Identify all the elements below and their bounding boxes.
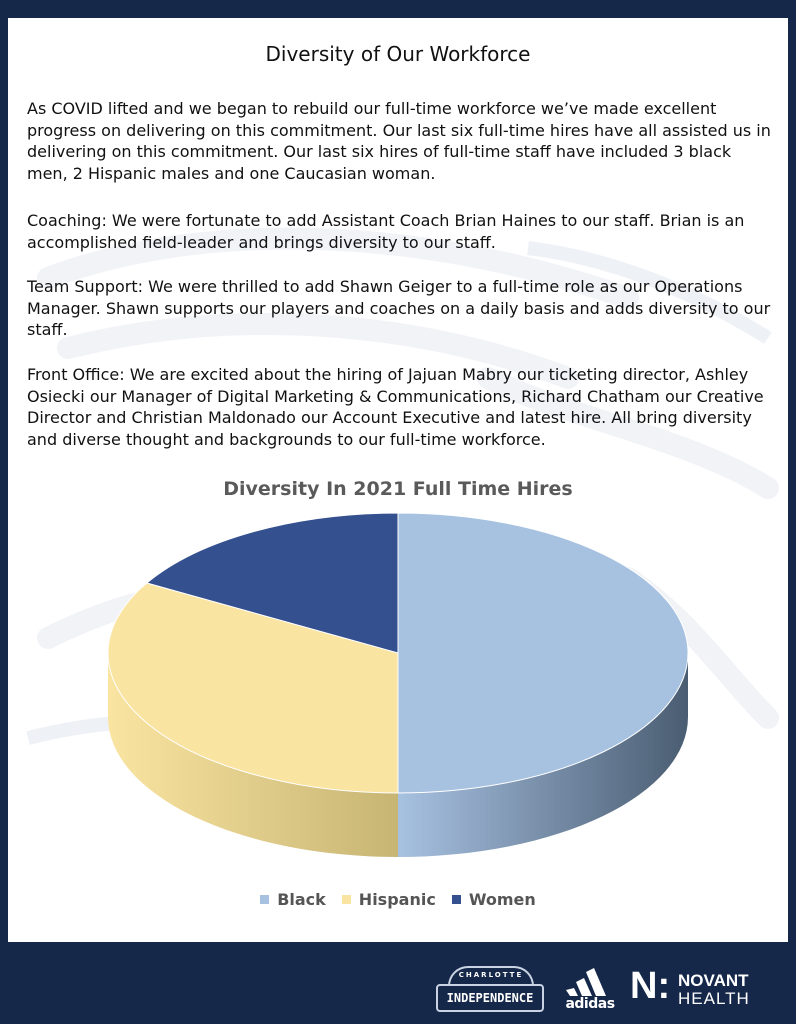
novant-name: NOVANT (678, 971, 749, 990)
novant-health-logo (630, 964, 780, 1016)
pie-chart (8, 508, 788, 888)
charlotte-arc: CHARLOTTE (448, 966, 534, 986)
novant-mark-icon: N: (630, 965, 671, 1007)
coaching-text: : We were fortunate to add Assistant Coach Brian Haines to our staff. Brian is an accomplished field-leader and brings diversity to our staff. (27, 211, 745, 252)
coaching-lead: Coaching (27, 211, 102, 230)
chart-legend (8, 890, 788, 909)
team-support-lead: Team Support (27, 277, 138, 296)
legend-swatch (452, 895, 461, 904)
intro-text: As COVID lifted and we began to rebuild our full-time workforce we’ve made excellent progress on delivering on this commitment. Our last six full-time hires have all assisted us in delivering on this commitment. Our last six hires of full-time staff have included 3 black men, 2 Hispanic males and one Caucasian woman. (27, 99, 771, 183)
legend-label: Hispanic (358, 890, 436, 909)
page-title: Diversity of Our Workforce (265, 42, 531, 66)
legend-item-hispanic (342, 890, 436, 909)
document-page (8, 18, 788, 942)
adidas-wordmark: adidas (565, 996, 615, 1012)
legend-item-women (452, 890, 536, 909)
adidas-stripes-icon (562, 966, 618, 996)
legend-item-black (260, 890, 326, 909)
front-office-lead: Front Office (27, 365, 120, 384)
charlotte-independence-logo (434, 962, 546, 1016)
independence-banner: INDEPENDENCE (436, 984, 544, 1012)
coaching-paragraph (27, 210, 772, 253)
chart-title: Diversity In 2021 Full Time Hires (223, 478, 573, 500)
legend-label: Women (468, 890, 536, 909)
legend-label: Black (277, 890, 326, 909)
footer-bar (0, 942, 796, 1024)
team-support-text: : We were thrilled to add Shawn Geiger to a full-time role as our Operations Manager. Shawn supports our players and coaches on a daily basis and adds diversity to our staff. (27, 277, 771, 339)
team-support-paragraph (27, 276, 772, 341)
novant-subname: HEALTH (678, 989, 750, 1008)
legend-swatch (342, 895, 351, 904)
legend-swatch (260, 895, 269, 904)
front-office-text: : We are excited about the hiring of Jajuan Mabry our ticketing director, Ashley Osiecki our Manager of Digital Marketing & Communications, Richard Chatham our Creative Director and Christian Maldonado our Account Executive and latest hire. All bring diversity and diverse thought and backgrounds to our full-time workforce. (27, 365, 764, 449)
front-office-paragraph (27, 364, 772, 450)
adidas-logo (562, 966, 618, 1016)
intro-paragraph (27, 98, 772, 184)
